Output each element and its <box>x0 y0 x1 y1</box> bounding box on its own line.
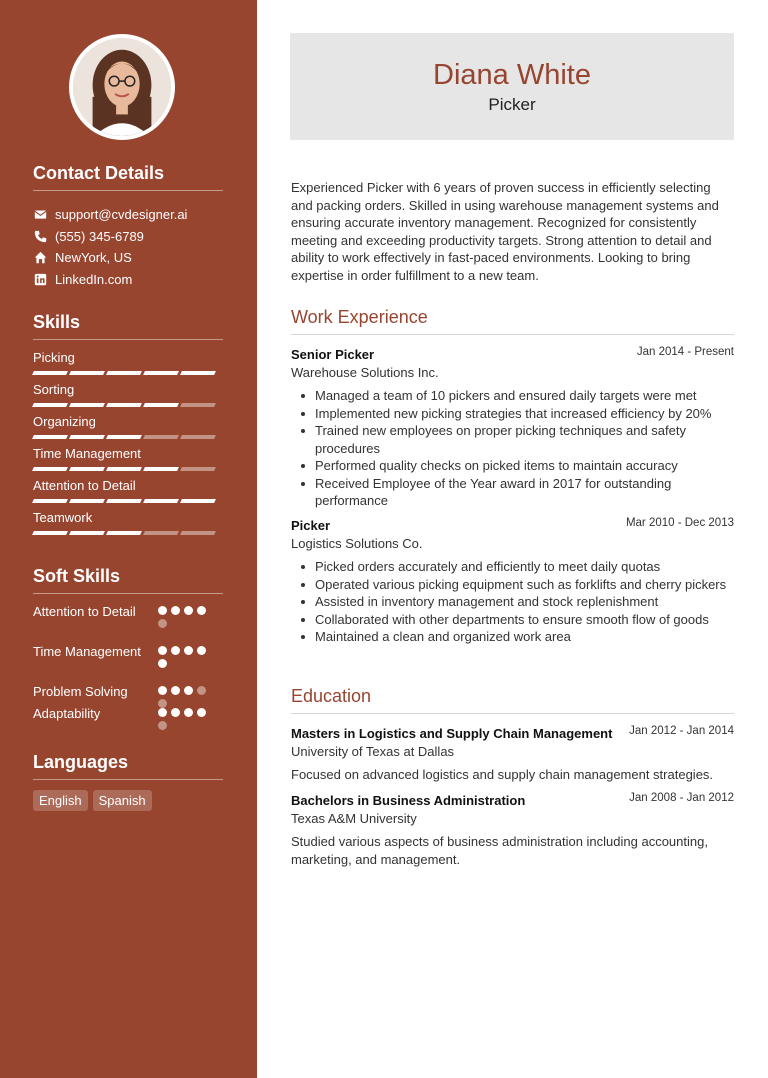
languages-list <box>33 790 152 811</box>
rating-dot <box>184 686 193 695</box>
skill-level-segment <box>32 531 68 535</box>
contact-heading: Contact Details <box>33 163 165 183</box>
list-item: Maintained a clean and organized work area <box>291 628 734 646</box>
skill-level-bar <box>33 531 225 535</box>
contact-location <box>33 247 233 269</box>
list-item: Assisted in inventory management and stock replenishment <box>291 593 734 611</box>
degree-title: Bachelors in Business Administration <box>291 793 526 808</box>
skill-label: Time Management <box>33 446 141 461</box>
soft-skill-item <box>33 643 223 683</box>
skill-level-segment <box>32 403 68 407</box>
education-dates: Jan 2012 - Jan 2014 <box>629 725 734 737</box>
candidate-title: Picker <box>488 95 536 114</box>
school-name: University of Texas at Dallas <box>291 744 455 759</box>
skill-level-segment <box>180 531 216 535</box>
rating-dot <box>158 708 167 717</box>
skill-level-segment <box>32 467 68 471</box>
profile-summary: Experienced Picker with 6 years of proven success in efficiently selecting and packing orders. Skilled in using warehouse management systems and ensuring accurate inventory management. Recognized for consistently meeting and exceeding productivity targets. Strong attention to detail and ability to work effectively in fast-paced environments. Looking to bring expertise in order fulfillment to a new team. <box>291 180 719 283</box>
avatar-icon <box>73 38 171 136</box>
linkedin-icon <box>33 272 47 286</box>
skill-item <box>33 509 225 541</box>
list-item: Picked orders accurately and efficiently to meet daily quotas <box>291 558 734 576</box>
contact-linkedin[interactable] <box>33 269 233 291</box>
rating-dot <box>197 646 206 655</box>
list-item: Trained new employees on proper picking techniques and safety procedures <box>291 422 734 457</box>
skill-item <box>33 477 225 509</box>
skill-level-segment <box>32 435 68 439</box>
skill-level-segment <box>180 371 216 375</box>
list-item: Collaborated with other departments to ensure smooth flow of goods <box>291 611 734 629</box>
rating-dot <box>158 619 167 628</box>
skill-level-segment <box>106 371 142 375</box>
skill-level-segment <box>69 403 105 407</box>
skills-divider <box>33 339 223 340</box>
rating-dot <box>184 606 193 615</box>
rating-dot <box>197 606 206 615</box>
job-entry <box>291 346 734 510</box>
skill-item <box>33 445 225 477</box>
contact-location-text: NewYork, US <box>55 250 132 266</box>
rating-dot <box>197 708 206 717</box>
soft-skill-item <box>33 683 223 705</box>
rating-dot <box>184 646 193 655</box>
job-entry <box>291 517 734 646</box>
languages-heading: Languages <box>33 752 129 772</box>
rating-dot <box>171 646 180 655</box>
skill-level-segment <box>69 531 105 535</box>
skill-level-segment <box>69 371 105 375</box>
contact-list <box>33 204 233 290</box>
rating-dot <box>158 721 167 730</box>
company-name: Warehouse Solutions Inc. <box>291 365 439 380</box>
skill-level-segment <box>32 499 68 503</box>
contact-email[interactable] <box>33 204 233 226</box>
skill-item <box>33 349 225 381</box>
list-item: Operated various picking equipment such as forklifts and cherry pickers <box>291 576 734 594</box>
profile-photo <box>69 34 175 140</box>
work-experience-divider <box>291 334 734 335</box>
skill-level-bar <box>33 499 225 503</box>
skill-level-segment <box>180 403 216 407</box>
skill-level-segment <box>180 467 216 471</box>
phone-icon <box>33 229 47 243</box>
soft-skill-rating <box>158 708 218 730</box>
contact-linkedin-text: LinkedIn.com <box>55 271 133 287</box>
contact-divider <box>33 190 223 191</box>
skill-level-segment <box>69 467 105 471</box>
list-item: Performed quality checks on picked items to maintain accuracy <box>291 457 734 475</box>
skill-level-bar <box>33 403 225 407</box>
skill-level-segment <box>143 403 179 407</box>
language-tag: Spanish <box>93 790 152 811</box>
skill-level-segment <box>32 371 68 375</box>
list-item: Received Employee of the Year award in 2017 for outstanding performance <box>291 475 734 510</box>
skill-level-segment <box>69 435 105 439</box>
languages-divider <box>33 779 223 780</box>
soft-skill-label: Time Management <box>33 644 141 659</box>
list-item: Managed a team of 10 pickers and ensured daily targets were met <box>291 387 734 405</box>
envelope-icon <box>33 208 47 222</box>
job-title: Senior Picker <box>291 347 375 362</box>
job-dates: Jan 2014 - Present <box>636 346 734 358</box>
skill-level-segment <box>180 435 216 439</box>
skill-item <box>33 413 225 445</box>
rating-dot <box>158 646 167 655</box>
skill-level-segment <box>143 435 179 439</box>
list-item: Implemented new picking strategies that increased efficiency by 20% <box>291 405 734 423</box>
sidebar <box>0 0 257 1078</box>
rating-dot <box>197 686 206 695</box>
skill-level-segment <box>143 499 179 503</box>
education-description: Focused on advanced logistics and supply chain management strategies. <box>291 767 714 782</box>
soft-skill-label: Adaptability <box>33 706 101 721</box>
name-header <box>290 33 734 140</box>
home-icon <box>33 251 47 265</box>
soft-skill-label: Problem Solving <box>33 684 128 699</box>
education-entry <box>291 725 734 784</box>
skill-level-segment <box>106 403 142 407</box>
soft-skill-rating <box>158 606 218 628</box>
skill-level-bar <box>33 371 225 375</box>
school-name: Texas A&M University <box>291 811 417 826</box>
rating-dot <box>171 686 180 695</box>
skill-level-bar <box>33 435 225 439</box>
skill-level-segment <box>143 467 179 471</box>
skill-label: Organizing <box>33 414 96 429</box>
education-dates: Jan 2008 - Jan 2012 <box>629 792 734 804</box>
education-entry <box>291 792 734 868</box>
soft-skill-label: Attention to Detail <box>33 604 136 619</box>
rating-dot <box>184 708 193 717</box>
language-tag: English <box>33 790 88 811</box>
skill-level-segment <box>180 499 216 503</box>
job-title: Picker <box>291 518 331 533</box>
skill-level-segment <box>69 499 105 503</box>
skill-label: Sorting <box>33 382 75 397</box>
job-dates: Mar 2010 - Dec 2013 <box>625 517 734 529</box>
contact-phone[interactable] <box>33 226 233 248</box>
job-bullets <box>291 387 734 510</box>
skill-level-bar <box>33 467 225 471</box>
contact-phone-text: (555) 345-6789 <box>55 228 144 244</box>
rating-dot <box>158 659 167 668</box>
skills-heading: Skills <box>33 312 81 332</box>
rating-dot <box>171 708 180 717</box>
rating-dot <box>171 606 180 615</box>
skill-level-segment <box>143 531 179 535</box>
work-experience-heading: Work Experience <box>291 307 428 327</box>
soft-skill-item <box>33 603 223 643</box>
soft-skills-list <box>33 603 223 727</box>
skill-label: Picking <box>33 350 75 365</box>
candidate-name: Diana White <box>433 59 591 91</box>
skill-level-segment <box>106 499 142 503</box>
rating-dot <box>158 606 167 615</box>
education-divider <box>291 713 734 714</box>
education-heading: Education <box>291 686 372 706</box>
soft-skills-heading: Soft Skills <box>33 566 121 586</box>
skills-list <box>33 349 225 541</box>
soft-skill-item <box>33 705 223 727</box>
skill-level-segment <box>106 531 142 535</box>
soft-skill-rating <box>158 646 218 668</box>
soft-skills-divider <box>33 593 223 594</box>
skill-level-segment <box>106 467 142 471</box>
skill-label: Teamwork <box>33 510 93 525</box>
rating-dot <box>158 686 167 695</box>
job-bullets <box>291 558 734 646</box>
degree-title: Masters in Logistics and Supply Chain Management <box>291 726 613 741</box>
education-description: Studied various aspects of business administration including accounting, marketing, and management. <box>291 834 708 867</box>
contact-email-text: support@cvdesigner.ai <box>55 207 188 223</box>
skill-level-segment <box>143 371 179 375</box>
company-name: Logistics Solutions Co. <box>291 536 423 551</box>
skill-item <box>33 381 225 413</box>
skill-label: Attention to Detail <box>33 478 136 493</box>
skill-level-segment <box>106 435 142 439</box>
